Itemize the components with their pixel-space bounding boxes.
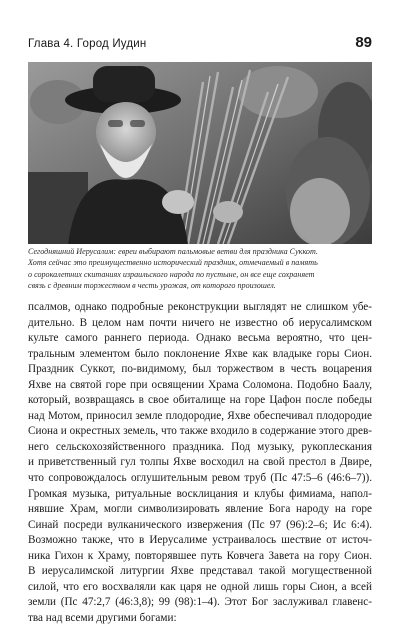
photograph [28, 62, 372, 244]
text-line: силой, что его восхваляли как царя не одной лишь горы Сион, а всей [28, 580, 372, 593]
photo-caption [28, 246, 372, 292]
text-line: ника Гихон к Храму, повторявшее путь Ковчега Завета на гору Сион. [28, 549, 372, 562]
page-number: 89 [355, 34, 372, 51]
text-line: Сиона и окрестных земель, что также входило в содержание этого древ- [28, 425, 372, 438]
caption-line: о сорокалетних скитаниях израильского народа по пустыне, он все еще сохраняет [28, 269, 315, 279]
text-line: земли (Пс 47:2,7 (46:3,8); 99 (98):1–4). Этот Бог заслуживал главенс- [28, 596, 372, 609]
caption-line: Хотя сейчас это преимущественно исторический праздник, отмечаемый в память [28, 258, 318, 268]
chapter-title: Глава 4. Город Иудин [28, 38, 147, 50]
text-line: над Мотом, приносил земле плодородие, Яхве обеспечивал плодородие [28, 409, 372, 422]
text-line: тва над всеми другими богами: [28, 611, 177, 624]
text-line: который, возвращаясь в свое обиталище на горе Цафон после победы [28, 394, 372, 407]
running-header [28, 34, 372, 56]
text-line: В иерусалимской литургии Яхве представал такой могущественной [28, 565, 372, 578]
text-line: псалмов, однако подробные реконструкции выглядят не слишком убе- [28, 301, 372, 313]
caption-line: Сегодняшний Иерусалим: евреи выбирают пальмовые ветви для праздника Суккот. [28, 247, 318, 256]
text-line: него сельскохозяйственного праздника. Под музыку, рукоплескания [28, 440, 372, 453]
text-line: Громкая музыка, ритуальные восклицания и клубы фимиама, напол- [28, 487, 372, 500]
text-line: Синай посреди вулканического извержения (Пс 97 (96):2–6; Ис 6:4). [28, 518, 372, 531]
caption-line: связь с древним торжеством в честь урожая, от которого произошел. [28, 281, 276, 291]
text-line: Яхве на святой горе при освящении Храма Соломона. Подобно Баалу, [28, 378, 372, 391]
text-line: тральным элементом было поклонение Яхве как владыке горы Сион. [28, 347, 372, 360]
text-line: что сопровождалось оглушительным ревом труб (Пс 47:5–6 (46:6–7)). [28, 472, 372, 485]
body-text [28, 300, 372, 626]
text-line: нявшие Храм, могли символизировать явление Бога народу на горе [28, 503, 372, 516]
text-line: Праздник Суккот, по-видимому, был торжеством в честь воцарения [28, 363, 372, 376]
text-line: Возможно также, что в Иерусалиме устраивалось шествие от источ- [28, 534, 372, 547]
text-line: дительно. В целом нам почти ничего не известно об иерусалимском [28, 316, 372, 329]
text-line: культе самого раннего периода. Однако весьма вероятно, что цен- [28, 332, 372, 345]
text-line: и приветственный гул толпы Яхве восходил на свой престол в Двире, [28, 456, 372, 469]
photo-illustration [28, 62, 372, 244]
